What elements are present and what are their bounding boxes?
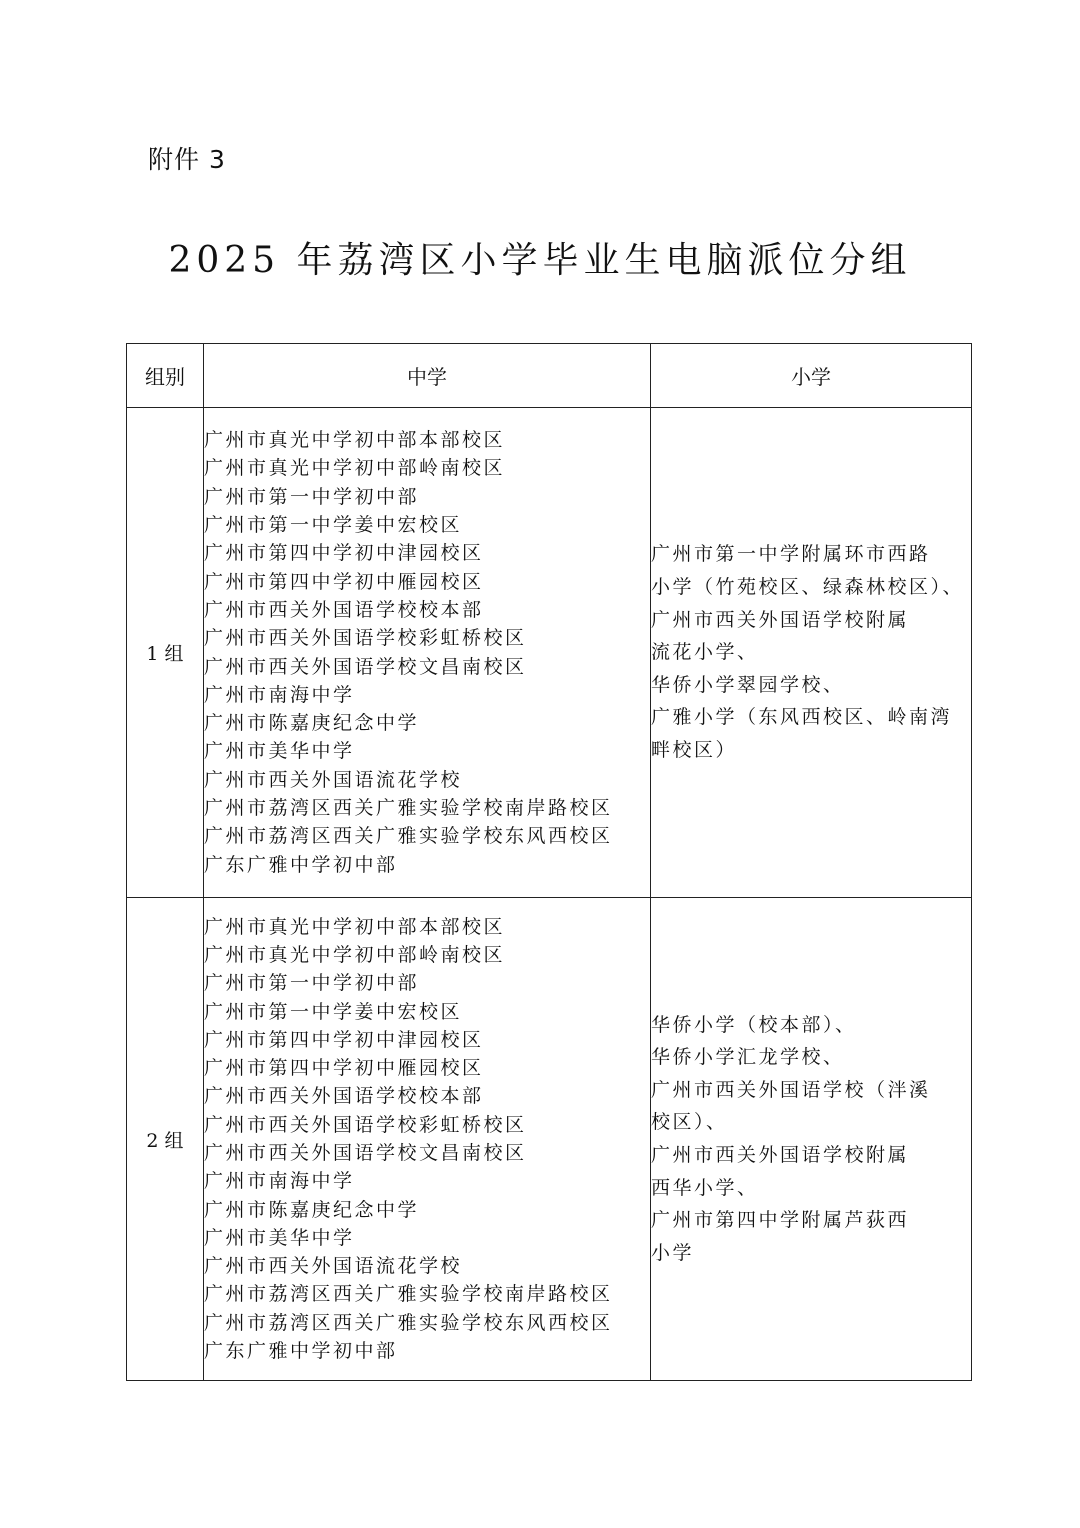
middle-school-item: 广州市西关外国语流花学校 — [204, 1255, 463, 1278]
primary-school-line: 畔校区） — [651, 738, 738, 761]
middle-school-item: 广州市美华中学 — [204, 1226, 355, 1249]
middle-school-item: 广州市南海中学 — [204, 683, 355, 706]
primary-school-line: 华侨小学汇龙学校、 — [651, 1046, 845, 1069]
middle-school-item: 广州市第一中学初中部 — [204, 485, 420, 508]
primary-school-line: 华侨小学（校本部）、 — [651, 1013, 857, 1036]
middle-school-item: 广州市荔湾区西关广雅实验学校南岸路校区 — [204, 1283, 613, 1306]
primary-school-line: 广州市西关外国语学校（泮溪 — [651, 1078, 931, 1101]
table-row — [127, 408, 972, 898]
header-middle-school: 中学 — [204, 344, 651, 408]
middle-school-item: 广州市第一中学姜中宏校区 — [204, 1000, 463, 1023]
primary-school-line: 广州市第一中学附属环市西路 — [651, 543, 931, 566]
middle-school-item: 广州市西关外国语学校校本部 — [204, 598, 484, 621]
middle-school-item: 广州市真光中学初中部岭南校区 — [204, 943, 506, 966]
primary-school-line: 小学（竹苑校区、绿森林校区）、 — [651, 576, 965, 599]
middle-school-list — [204, 913, 650, 1366]
group-cell: 1 组 — [127, 408, 204, 898]
header-primary-school: 小学 — [651, 344, 972, 408]
middle-school-item: 广州市西关外国语学校彩虹桥校区 — [204, 1113, 527, 1136]
attachment-label: 附件 3 — [148, 145, 226, 174]
middle-school-item: 广州市西关外国语学校彩虹桥校区 — [204, 627, 527, 650]
middle-school-item: 广州市第四中学初中雁园校区 — [204, 570, 484, 593]
middle-school-item: 广州市美华中学 — [204, 740, 355, 763]
middle-school-item: 广州市西关外国语学校文昌南校区 — [204, 655, 527, 678]
table-header-row — [127, 344, 972, 408]
primary-school-line: 流花小学、 — [651, 641, 759, 664]
middle-school-item: 广东广雅中学初中部 — [204, 1340, 398, 1363]
primary-school-line: 广州市西关外国语学校附属 — [651, 608, 910, 631]
middle-school-item: 广州市真光中学初中部本部校区 — [204, 915, 506, 938]
middle-school-item: 广州市荔湾区西关广雅实验学校东风西校区 — [204, 825, 613, 848]
middle-school-item: 广东广雅中学初中部 — [204, 853, 398, 876]
header-group: 组别 — [127, 344, 204, 408]
middle-school-item: 广州市西关外国语流花学校 — [204, 768, 463, 791]
middle-school-item: 广州市南海中学 — [204, 1170, 355, 1193]
primary-school-cell — [651, 408, 972, 898]
middle-school-item: 广州市第一中学姜中宏校区 — [204, 514, 463, 537]
middle-school-item: 广州市西关外国语学校校本部 — [204, 1085, 484, 1108]
primary-school-line: 小学 — [651, 1241, 695, 1264]
primary-school-line: 华侨小学翠园学校、 — [651, 673, 845, 696]
middle-school-cell — [204, 898, 651, 1381]
middle-school-item: 广州市第四中学初中雁园校区 — [204, 1057, 484, 1080]
middle-school-item: 广州市真光中学初中部岭南校区 — [204, 457, 506, 480]
middle-school-list — [204, 426, 650, 879]
middle-school-item: 广州市第一中学初中部 — [204, 972, 420, 995]
primary-school-line: 广州市第四中学附属芦荻西 — [651, 1209, 910, 1232]
primary-school-line: 西华小学、 — [651, 1176, 759, 1199]
primary-school-list — [651, 1009, 971, 1270]
middle-school-item: 广州市荔湾区西关广雅实验学校南岸路校区 — [204, 796, 613, 819]
group-cell: 2 组 — [127, 898, 204, 1381]
middle-school-cell — [204, 408, 651, 898]
middle-school-item: 广州市第四中学初中津园校区 — [204, 542, 484, 565]
document-title: 2025 年荔湾区小学毕业生电脑派位分组 — [168, 240, 912, 281]
primary-school-line: 校区）、 — [651, 1111, 728, 1134]
middle-school-item: 广州市第四中学初中津园校区 — [204, 1028, 484, 1051]
middle-school-item: 广州市西关外国语学校文昌南校区 — [204, 1142, 527, 1164]
middle-school-item: 广州市荔湾区西关广雅实验学校东风西校区 — [204, 1311, 613, 1334]
primary-school-cell — [651, 898, 972, 1381]
table-row — [127, 898, 972, 1381]
middle-school-item: 广州市陈嘉庚纪念中学 — [204, 712, 420, 735]
primary-school-list — [651, 538, 971, 766]
primary-school-line: 广雅小学（东风西校区、岭南湾 — [651, 706, 953, 729]
grouping-table — [126, 343, 972, 1381]
middle-school-item: 广州市陈嘉庚纪念中学 — [204, 1198, 420, 1221]
primary-school-line: 广州市西关外国语学校附属 — [651, 1144, 910, 1166]
middle-school-item: 广州市真光中学初中部本部校区 — [204, 429, 506, 452]
